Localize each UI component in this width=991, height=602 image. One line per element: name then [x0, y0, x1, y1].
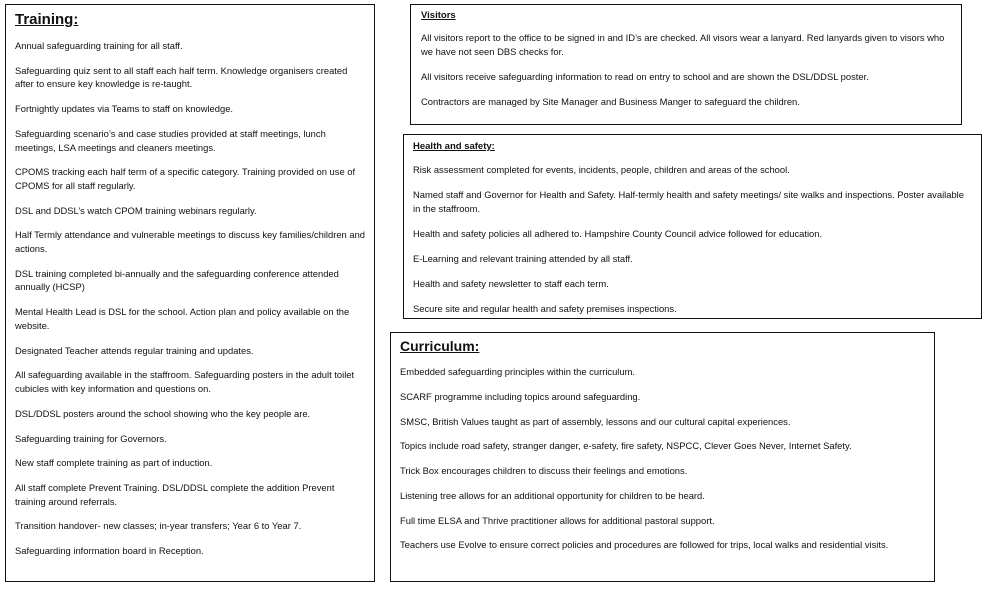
training-item: Safeguarding information board in Reception. — [15, 545, 204, 557]
visitors-panel — [410, 4, 962, 125]
training-item: Fortnightly updates via Teams to staff on knowledge. — [15, 103, 234, 115]
training-item: New staff complete training as part of induction. — [15, 457, 213, 469]
curriculum-item: Teachers use Evolve to ensure correct policies and procedures are followed for trips, local walks and residential visits. — [400, 539, 889, 551]
health-and-safety-panel — [403, 134, 982, 319]
training-item: CPOMS tracking each half term of a specific category. Training provided on use of CPOMS for all staff regularly. — [15, 166, 356, 191]
curriculum-title: Curriculum: — [400, 338, 480, 354]
health-and-safety-item: Secure site and regular health and safety premises inspections. — [413, 302, 677, 314]
curriculum-item: Topics include road safety, stranger danger, e-safety, fire safety, NSPCC, Clever Goes Never, Internet Safety. — [400, 440, 852, 452]
curriculum-item: Listening tree allows for an additional opportunity for children to be heard. — [400, 489, 705, 501]
curriculum-item: Full time ELSA and Thrive practitioner allows for additional pastoral support. — [400, 514, 715, 526]
training-panel — [5, 4, 375, 582]
visitors-item: All visitors receive safeguarding information to read on entry to school and are shown the DSL/DDSL poster. — [421, 70, 869, 82]
training-item: DSL training completed bi-annually and the safeguarding conference attended annually (HCSP) — [15, 267, 339, 293]
curriculum-item: SCARF programme including topics around safeguarding. — [400, 390, 641, 402]
training-item: All staff complete Prevent Training. DSL/DDSL complete the addition Prevent training around referrals. — [15, 482, 335, 507]
health-and-safety-item: Risk assessment completed for events, incidents, people, children and areas of the school. — [413, 164, 790, 175]
health-and-safety-item: Health and safety newsletter to staff each term. — [413, 277, 609, 289]
health-and-safety-item: E-Learning and relevant training attended by all staff. — [413, 252, 633, 264]
curriculum-item: Trick Box encourages children to discuss their feelings and emotions. — [400, 465, 688, 477]
health-and-safety-item: Health and safety policies all adhered to. Hampshire County Council advice followed for education. — [413, 227, 823, 239]
health-and-safety-title: Health and safety: — [413, 141, 495, 152]
training-item: Transition handover- new classes; in-year transfers; Year 6 to Year 7. — [15, 520, 302, 532]
training-item: Designated Teacher attends regular training and updates. — [15, 344, 254, 356]
curriculum-item: Embedded safeguarding principles within the curriculum. — [400, 366, 636, 377]
curriculum-panel — [390, 332, 935, 582]
visitors-title: Visitors — [421, 10, 456, 21]
training-item: All safeguarding available in the staffroom. Safeguarding posters in the adult toilet cubicles with key information and questions on. — [15, 369, 355, 394]
training-title: Training: — [15, 11, 79, 28]
visitors-item: All visitors report to the office to be signed in and ID’s are checked. All visors wear a lanyard. Red lanyards given to visors who we have not seen DBS checks for. — [421, 32, 945, 57]
health-and-safety-item: Named staff and Governor for Health and Safety. Half-termly health and safety meetings/ site walks and inspections. Poster available in the staffroom. — [413, 188, 964, 214]
training-item: Mental Health Lead is DSL for the school. Action plan and policy available on the website. — [15, 306, 350, 331]
training-item: DSL/DDSL posters around the school showing who the key people are. — [15, 407, 311, 419]
training-item: DSL and DDSL’s watch CPOM training webinars regularly. — [15, 204, 257, 216]
curriculum-item: SMSC, British Values taught as part of assembly, lessons and our cultural capital experiences. — [400, 415, 791, 427]
training-item: Safeguarding training for Governors. — [15, 432, 167, 444]
training-item: Safeguarding scenario’s and case studies provided at staff meetings, lunch meetings, LSA meetings and cleaners meetings. — [15, 127, 326, 153]
training-item: Safeguarding quiz sent to all staff each half term. Knowledge organisers created after to ensure key knowledge is re-taught. — [15, 64, 348, 90]
training-item: Half Termly attendance and vulnerable meetings to discuss key families/children and actions. — [15, 229, 366, 255]
training-item: Annual safeguarding training for all staff. — [15, 40, 183, 51]
visitors-item: Contractors are managed by Site Manager and Business Manger to safeguard the children. — [421, 95, 800, 107]
